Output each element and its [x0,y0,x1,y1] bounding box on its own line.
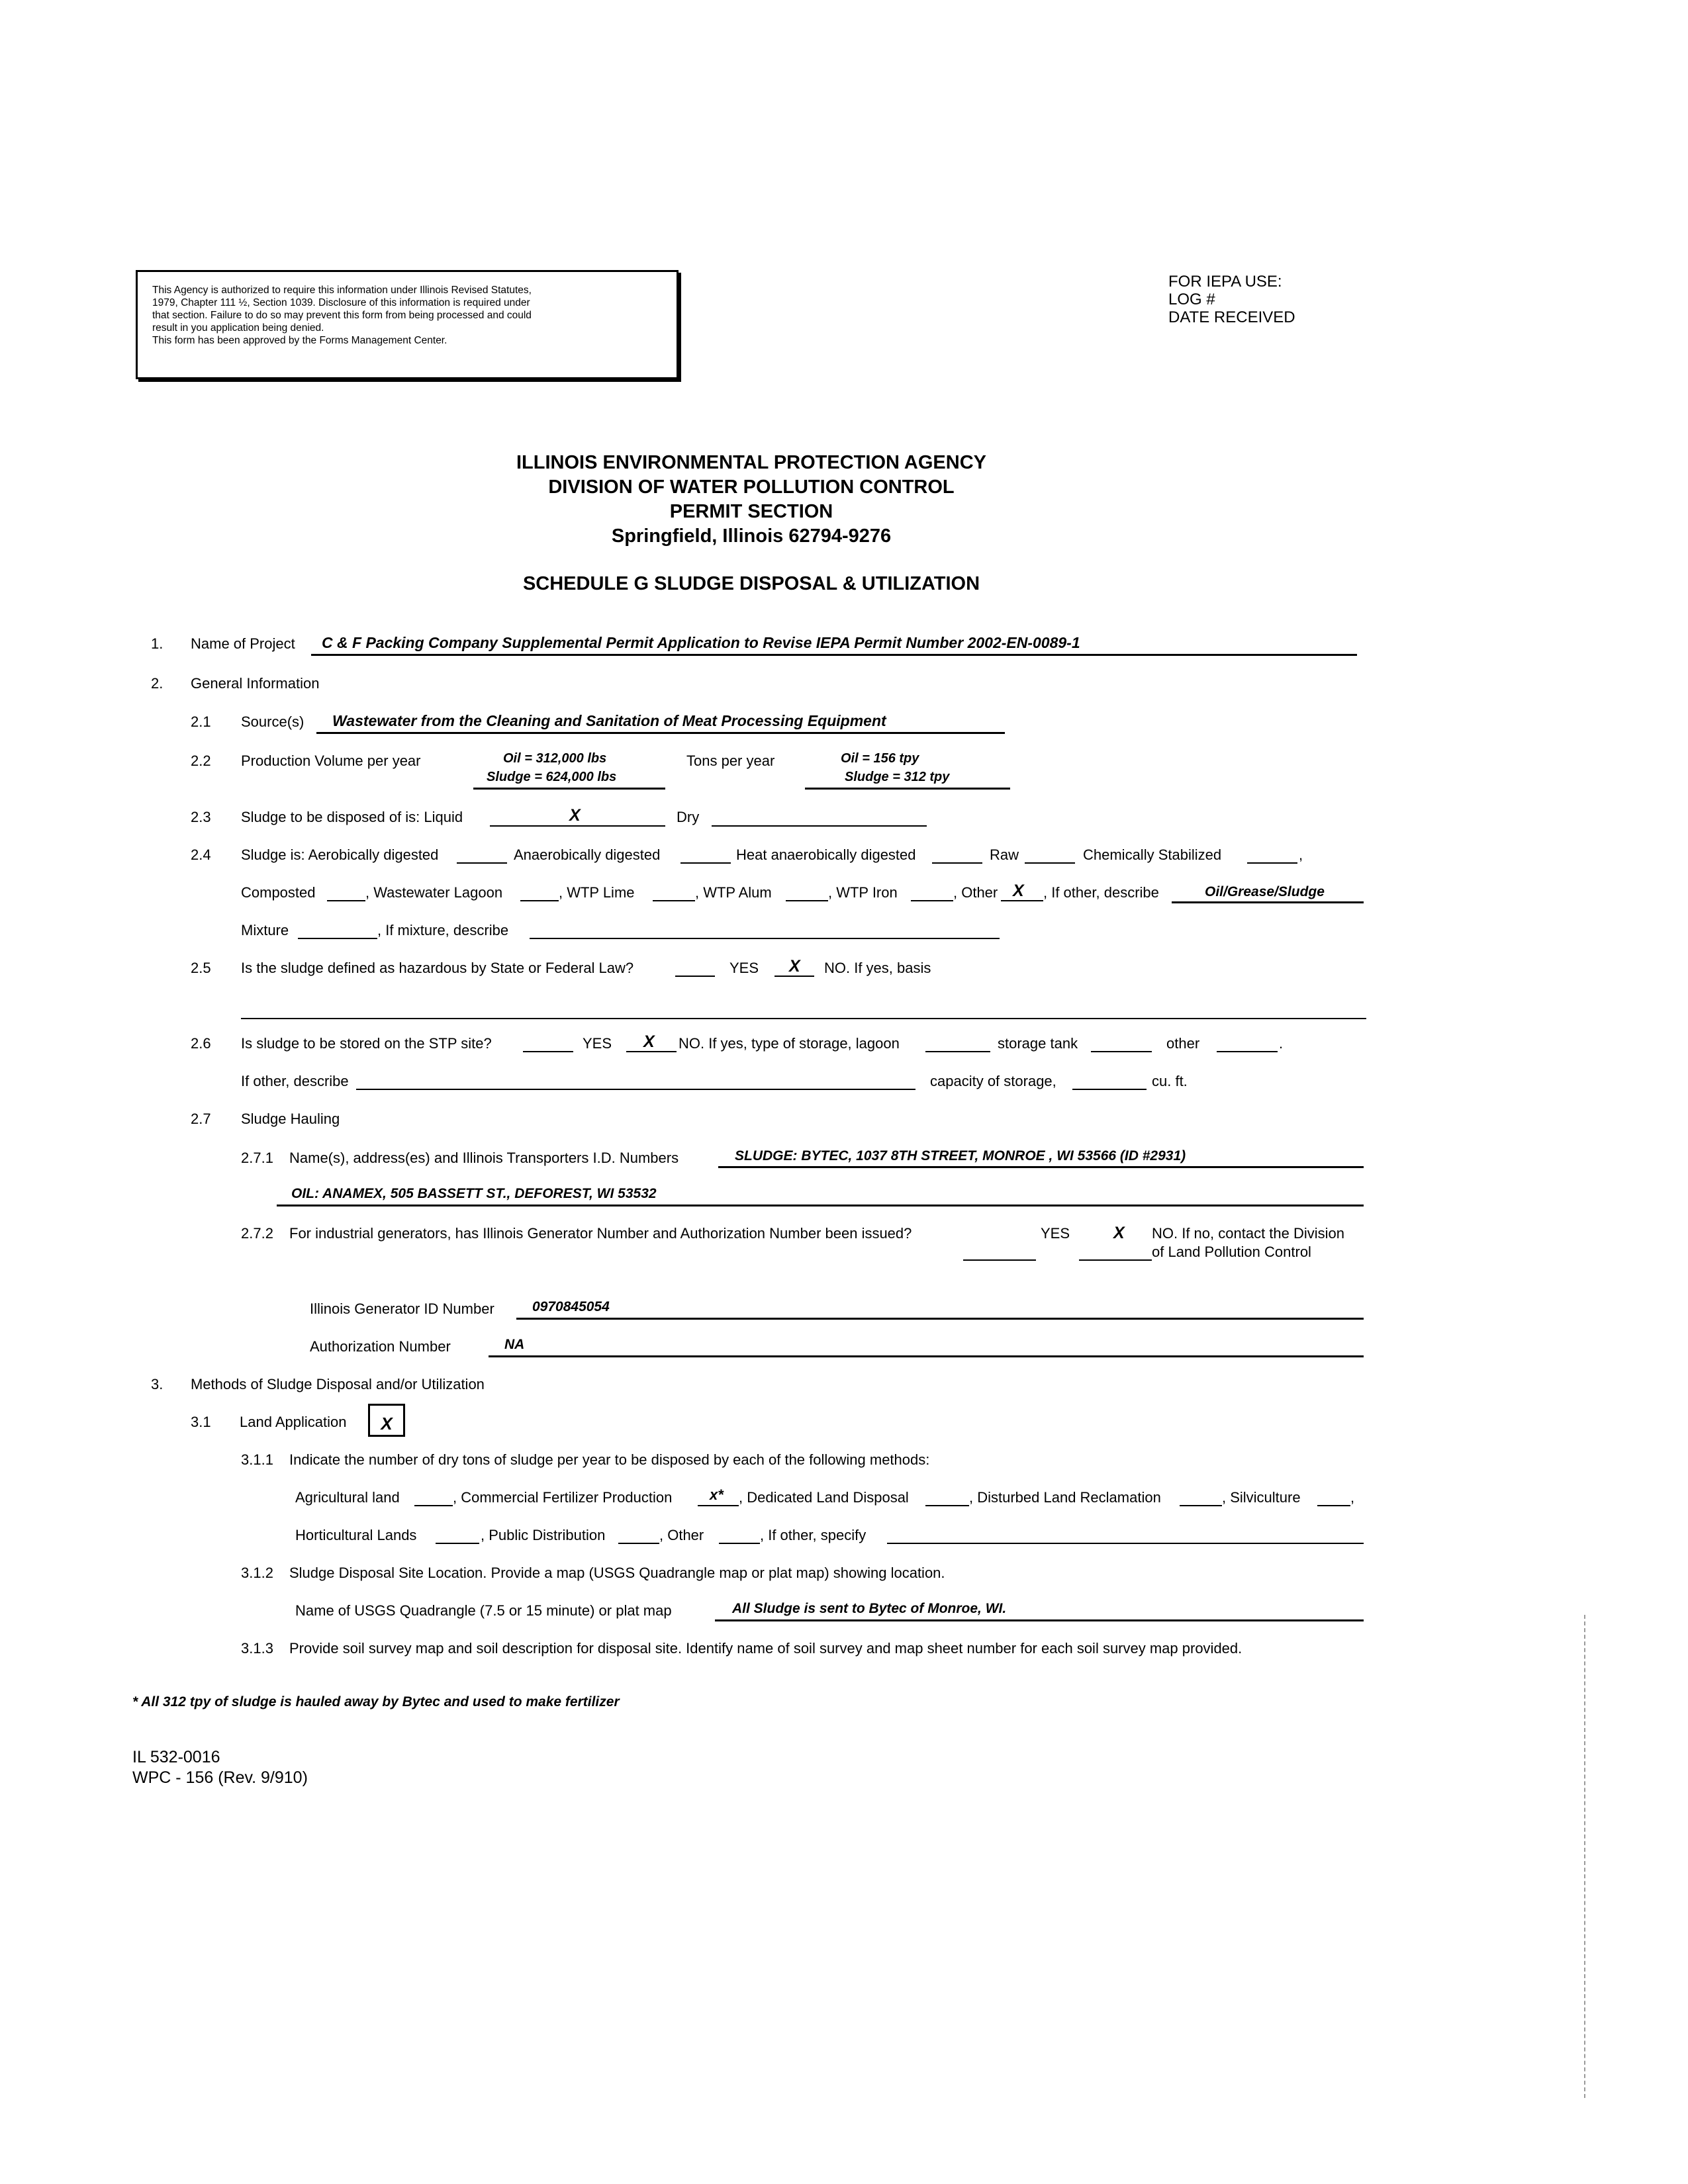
date-received-label: DATE RECEIVED [1168,308,1295,326]
scan-margin-artifact [1584,1615,1585,2098]
aerobically-digested-blank[interactable] [457,862,507,864]
dry-blank[interactable] [712,825,927,827]
composted-blank[interactable] [327,900,365,901]
storage-yes-blank[interactable] [523,1051,573,1052]
division-name: DIVISION OF WATER POLLUTION CONTROL [548,477,955,498]
agricultural-land-blank[interactable] [414,1505,453,1506]
tons-per-year-label: Tons per year [686,752,775,769]
notice-line: that section. Failure to do so may prevent this form from being processed and could [152,310,532,321]
chemically-stabilized-label: Chemically Stabilized [1083,846,1222,863]
production-volume-label: Production Volume per year [241,752,421,769]
hazardous-no-mark[interactable]: X [789,957,800,976]
storage-no-blank[interactable] [626,1051,677,1052]
hazardous-question: Is the sludge defined as hazardous by State or Federal Law? [241,960,634,976]
authority-notice [136,270,679,379]
method-other-label: , Other [659,1527,704,1543]
tons-oil-value[interactable]: Oil = 156 tpy [841,751,919,766]
sources-value[interactable]: Wastewater from the Cleaning and Sanitation of Meat Processing Equipment [332,712,886,729]
section-2-1-number: 2.1 [191,713,211,730]
silviculture-label: , Silviculture [1222,1489,1301,1506]
silviculture-comma: , [1350,1489,1355,1506]
transporter-label: Name(s), address(es) and Illinois Transporters I.D. Numbers [289,1150,679,1166]
section-2-7-number: 2.7 [191,1111,211,1127]
raw-blank[interactable] [1025,862,1075,864]
other-describe-value[interactable]: Oil/Grease/Sludge [1205,884,1325,899]
horticultural-lands-label: Horticultural Lands [295,1527,417,1543]
if-other-describe-label: , If other, describe [1043,884,1159,901]
storage-other-label: other [1166,1035,1200,1052]
volume-oil-value[interactable]: Oil = 312,000 lbs [503,751,607,766]
section-2-3-number: 2.3 [191,809,211,825]
storage-describe-label: If other, describe [241,1073,349,1089]
project-name-label: Name of Project [191,635,295,652]
if-mixture-describe-label: , If mixture, describe [377,922,509,938]
public-distribution-blank[interactable] [618,1543,659,1544]
project-name-value[interactable]: C & F Packing Company Supplemental Permit Application to Revise IEPA Permit Number 2002-EN-0089-1 [322,634,1080,651]
agricultural-land-label: Agricultural land [295,1489,400,1506]
generator-question: For industrial generators, has Illinois Generator Number and Authorization Number been issued? [289,1225,912,1242]
wastewater-lagoon-blank[interactable] [520,900,559,901]
commercial-fertilizer-mark[interactable]: x* [710,1486,724,1503]
mixture-label: Mixture [241,922,289,938]
form-revision: WPC - 156 (Rev. 9/910) [132,1768,308,1787]
transporter-line-1 [718,1166,1364,1168]
wtp-lime-blank[interactable] [653,900,695,901]
authorization-label: Authorization Number [310,1338,451,1355]
hazardous-no-blank[interactable] [774,976,814,977]
storage-describe-blank[interactable] [356,1089,915,1090]
section-3-1-3-number: 3.1.3 [241,1640,273,1657]
wtp-iron-blank[interactable] [911,900,953,901]
composted-label: Composted [241,884,316,901]
heat-anaerobically-blank[interactable] [932,862,982,864]
hazardous-basis-line[interactable] [241,1018,1366,1019]
storage-capacity-blank[interactable] [1072,1089,1147,1090]
notice-line: This form has been approved by the Forms Management Center. [152,335,447,346]
authorization-line [489,1355,1364,1357]
hazardous-yes-label: YES [729,960,759,976]
disposal-site-instruction: Sludge Disposal Site Location. Provide a map (USGS Quadrangle map or plat map) showing location. [289,1565,945,1581]
other-label: , Other [953,884,998,901]
tons-line [805,788,1010,790]
generator-yes-label: YES [1041,1225,1070,1242]
storage-no-mark[interactable]: X [643,1032,655,1051]
dedicated-land-blank[interactable] [925,1505,969,1506]
sources-line [316,732,1005,734]
sludge-state-label: Sludge to be disposed of is: Liquid [241,809,463,825]
volume-sludge-value[interactable]: Sludge = 624,000 lbs [487,770,617,784]
storage-type-label: NO. If yes, type of storage, lagoon [679,1035,900,1052]
generator-no-label: NO. If no, contact the Division [1152,1225,1345,1242]
land-application-checkbox[interactable]: X [368,1404,405,1437]
transporter-line-2 [277,1205,1364,1206]
usgs-quadrangle-line [715,1619,1364,1621]
soil-survey-instruction: Provide soil survey map and soil description for disposal site. Identify name of soil survey and map sheet number for each soil survey map provided. [289,1640,1243,1657]
wtp-iron-label: , WTP Iron [828,884,898,901]
generator-no-blank[interactable] [1079,1259,1152,1261]
schedule-title: SCHEDULE G SLUDGE DISPOSAL & UTILIZATION [522,573,980,594]
commercial-fertilizer-blank[interactable] [698,1505,739,1506]
land-application-label: Land Application [240,1414,347,1430]
wtp-alum-blank[interactable] [786,900,828,901]
dedicated-land-label: , Dedicated Land Disposal [739,1489,909,1506]
volume-line [473,788,665,790]
raw-label: Raw [990,846,1019,863]
public-distribution-label: , Public Distribution [481,1527,606,1543]
transporter-value-2[interactable]: OIL: ANAMEX, 505 BASSETT ST., DEFOREST, WI 53532 [291,1186,657,1201]
generator-id-label: Illinois Generator ID Number [310,1300,494,1317]
generator-yes-blank[interactable] [963,1259,1036,1261]
transporter-value-1[interactable]: SLUDGE: BYTEC, 1037 8TH STREET, MONROE , WI 53566 (ID #2931) [735,1148,1186,1163]
disturbed-land-label: , Disturbed Land Reclamation [969,1489,1161,1506]
notice-line: result in you application being denied. [152,322,324,334]
authorization-value[interactable]: NA [504,1337,525,1352]
wtp-alum-label: , WTP Alum [695,884,772,901]
mixture-blank[interactable] [298,938,377,939]
anaerobically-digested-label: Anaerobically digested [514,846,661,863]
hazardous-yes-blank[interactable] [675,976,715,977]
section-3-number: 3. [151,1376,164,1392]
mixture-describe-blank[interactable] [530,938,1000,939]
usgs-quadrangle-value[interactable]: All Sludge is sent to Bytec of Monroe, WI. [732,1601,1007,1616]
generator-id-line [516,1318,1364,1320]
notice-line: This Agency is authorized to require this information under Illinois Revised Statutes, [152,285,532,296]
row-end-comma: , [1299,846,1303,863]
commercial-fertilizer-label: , Commercial Fertilizer Production [453,1489,673,1506]
generator-no-label-2: of Land Pollution Control [1152,1244,1311,1260]
section-2-2-number: 2.2 [191,752,211,769]
section-1-number: 1. [151,635,164,652]
iepa-use-block [1168,273,1295,326]
other-mark[interactable]: X [1013,882,1024,900]
project-name-line [311,654,1357,656]
method-other-blank[interactable] [719,1543,760,1544]
aerobically-digested-label: Sludge is: Aerobically digested [241,846,439,863]
storage-question: Is sludge to be stored on the STP site? [241,1035,492,1052]
section-2-7-2-number: 2.7.2 [241,1225,273,1242]
section-3-1-1-number: 3.1.1 [241,1451,273,1468]
lagoon-blank[interactable] [925,1051,990,1052]
method-other-specify-label: , If other, specify [760,1527,867,1543]
usgs-quadrangle-label: Name of USGS Quadrangle (7.5 or 15 minute) or plat map [295,1602,672,1619]
agency-name: ILLINOIS ENVIRONMENTAL PROTECTION AGENCY [516,452,986,473]
agency-address: Springfield, Illinois 62794-9276 [611,525,892,547]
section-2-number: 2. [151,675,164,692]
storage-tank-label: storage tank [998,1035,1078,1052]
methods-heading: Methods of Sludge Disposal and/or Utilization [191,1376,485,1392]
anaerobically-digested-blank[interactable] [680,862,731,864]
section-3-1-2-number: 3.1.2 [241,1565,273,1581]
storage-other-blank[interactable] [1217,1051,1278,1052]
storage-unit-label: cu. ft. [1152,1073,1188,1089]
section-2-6-number: 2.6 [191,1035,211,1052]
horticultural-lands-blank[interactable] [436,1543,479,1544]
storage-capacity-label: capacity of storage, [930,1073,1056,1089]
section-2-4-number: 2.4 [191,846,211,863]
tons-sludge-value[interactable]: Sludge = 312 tpy [845,770,950,784]
silviculture-blank[interactable] [1317,1505,1350,1506]
wastewater-lagoon-label: , Wastewater Lagoon [365,884,503,901]
sludge-hauling-heading: Sludge Hauling [241,1111,340,1127]
storage-yes-label: YES [583,1035,612,1052]
section-2-5-number: 2.5 [191,960,211,976]
hazardous-no-label: NO. If yes, basis [824,960,931,976]
notice-line: 1979, Chapter 111 ½, Section 1039. Disclosure of this information is required under [152,297,530,308]
wtp-lime-label: , WTP Lime [559,884,635,901]
disturbed-land-blank[interactable] [1180,1505,1222,1506]
liquid-blank[interactable] [490,825,665,827]
section-name: PERMIT SECTION [669,501,833,522]
other-blank[interactable] [1001,900,1043,901]
storage-period: . [1279,1035,1284,1052]
iepa-use-title: FOR IEPA USE: [1168,273,1282,291]
footnote: * All 312 tpy of sludge is hauled away by Bytec and used to make fertilizer [132,1694,620,1709]
general-info-heading: General Information [191,675,320,692]
heat-anaerobically-label: Heat anaerobically digested [736,846,916,863]
storage-tank-blank[interactable] [1091,1051,1152,1052]
method-other-specify-blank[interactable] [887,1543,1364,1544]
generator-id-value[interactable]: 0970845054 [532,1299,610,1314]
liquid-mark[interactable]: X [569,806,581,825]
section-2-7-1-number: 2.7.1 [241,1150,273,1166]
log-number-label: LOG # [1168,291,1215,308]
dry-label: Dry [677,809,700,825]
generator-mark[interactable]: X [1113,1224,1125,1242]
other-describe-line [1172,901,1364,903]
chemically-stabilized-blank[interactable] [1247,862,1297,864]
dry-tons-instruction: Indicate the number of dry tons of sludge per year to be disposed by each of the following methods: [289,1451,930,1468]
form-number: IL 532-0016 [132,1748,220,1766]
sources-label: Source(s) [241,713,305,730]
section-3-1-number: 3.1 [191,1414,211,1430]
